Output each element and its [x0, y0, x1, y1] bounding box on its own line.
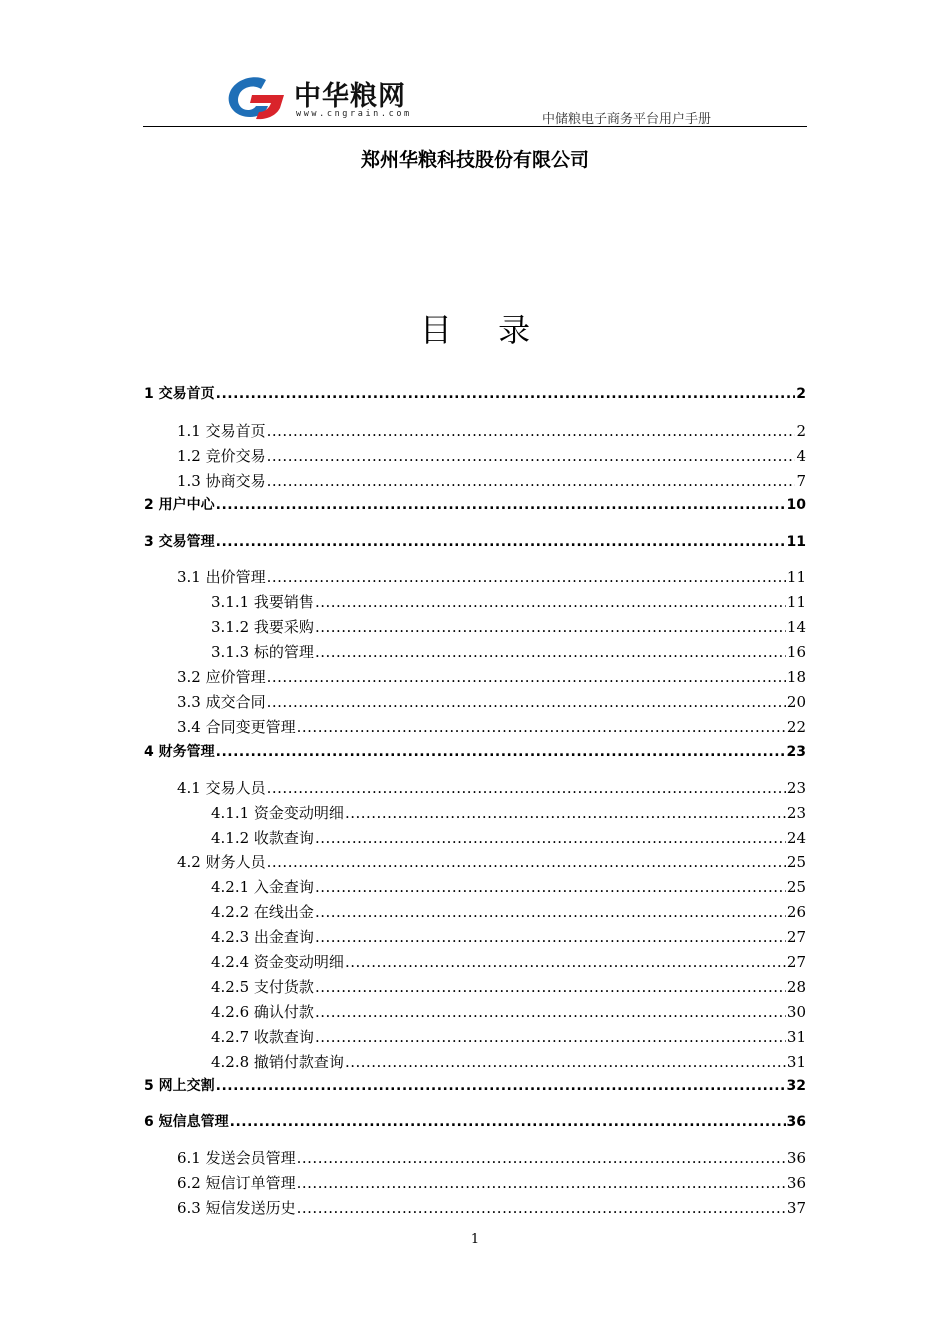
toc-entry-page: 22 — [786, 718, 806, 736]
toc-entry[interactable] — [211, 1001, 806, 1021]
toc-entry-page: 2 — [796, 386, 806, 402]
toc-dot-leader — [267, 422, 796, 440]
toc-dot-leader — [267, 568, 786, 586]
toc-dot-leader — [297, 1149, 786, 1167]
toc-entry[interactable] — [211, 1026, 806, 1046]
toc-entry[interactable] — [177, 851, 806, 871]
toc-entry-label: 1.2 竞价交易 — [177, 447, 266, 465]
toc-entry[interactable] — [177, 1197, 806, 1217]
toc-entry[interactable] — [211, 976, 806, 996]
toc-entry-page: 26 — [786, 903, 806, 921]
toc-entry[interactable] — [177, 420, 806, 440]
toc-entry-label: 1.3 协商交易 — [177, 472, 266, 490]
toc-dot-leader — [297, 718, 786, 736]
cngrain-logo — [226, 74, 436, 124]
toc-dot-leader — [315, 978, 786, 996]
toc-entry-page: 23 — [786, 804, 806, 822]
toc-entry-page: 14 — [786, 618, 806, 636]
toc-entry-label: 3.3 成交合同 — [177, 693, 266, 711]
toc-dot-leader — [315, 829, 786, 847]
toc-entry-page: 20 — [786, 693, 806, 711]
company-name: 郑州华粮科技股份有限公司 — [360, 149, 589, 171]
toc-entry-label: 3.1 出价管理 — [177, 568, 266, 586]
toc-entry-page: 24 — [786, 829, 806, 847]
toc-entry[interactable] — [177, 1147, 806, 1167]
toc-dot-leader — [315, 928, 786, 946]
toc-entry-page: 23 — [786, 779, 806, 797]
toc-entry-label: 4.2.3 出金查询 — [211, 928, 314, 946]
toc-entry[interactable] — [144, 383, 806, 403]
toc-entry-page: 23 — [786, 744, 806, 760]
toc-entry-label: 4 财务管理 — [144, 744, 215, 760]
toc-dot-leader — [297, 1199, 786, 1217]
toc-dot-leader — [267, 668, 786, 686]
toc-entry[interactable] — [211, 876, 806, 896]
toc-entry-page: 27 — [786, 928, 806, 946]
toc-dot-leader — [345, 804, 786, 822]
toc-entry-page: 31 — [786, 1028, 806, 1046]
toc-dot-leader — [267, 472, 796, 490]
toc-entry-page: 36 — [786, 1114, 806, 1130]
toc-entry-label: 4.2.2 在线出金 — [211, 903, 314, 921]
toc-dot-leader — [230, 1114, 786, 1130]
toc-entry[interactable] — [211, 1051, 806, 1071]
toc-entry-label: 3.1.3 标的管理 — [211, 643, 314, 661]
toc-entry-page: 11 — [786, 568, 806, 586]
toc-dot-leader — [345, 953, 786, 971]
toc-entry-label: 3.2 应价管理 — [177, 668, 266, 686]
toc-entry-page: 31 — [786, 1053, 806, 1071]
toc-entry-page: 36 — [786, 1149, 806, 1167]
toc-entry[interactable] — [211, 802, 806, 822]
toc-entry-label: 3 交易管理 — [144, 534, 215, 550]
toc-dot-leader — [315, 618, 786, 636]
toc-entry-page: 25 — [786, 853, 806, 871]
toc-entry[interactable] — [177, 445, 806, 465]
toc-entry-page: 4 — [796, 447, 806, 465]
toc-dot-leader — [267, 779, 786, 797]
toc-dot-leader — [216, 534, 786, 550]
toc-entry[interactable] — [144, 494, 806, 514]
toc-entry[interactable] — [211, 926, 806, 946]
toc-entry-page: 28 — [786, 978, 806, 996]
toc-entry[interactable] — [177, 566, 806, 586]
toc-dot-leader — [315, 1028, 786, 1046]
toc-entry-page: 36 — [786, 1174, 806, 1192]
toc-entry-page: 32 — [786, 1078, 806, 1094]
toc-entry[interactable] — [144, 1075, 806, 1095]
toc-entry[interactable] — [144, 1111, 806, 1131]
toc-entry-label: 6 短信息管理 — [144, 1114, 229, 1130]
cngrain-logo-icon — [226, 74, 288, 120]
toc-entry-label: 4.2.7 收款查询 — [211, 1028, 314, 1046]
toc-entry-page: 10 — [786, 497, 806, 513]
toc-entry-label: 4.2.4 资金变动明细 — [211, 953, 344, 971]
toc-entry-label: 2 用户中心 — [144, 497, 215, 513]
toc-dot-leader — [315, 1003, 786, 1021]
manual-title: 中储粮电子商务平台用户手册 — [542, 112, 712, 127]
toc-entry[interactable] — [177, 691, 806, 711]
toc-entry-label: 4.2.6 确认付款 — [211, 1003, 314, 1021]
toc-entry[interactable] — [211, 641, 806, 661]
page-number: 1 — [470, 1232, 480, 1247]
toc-entry[interactable] — [144, 741, 806, 761]
toc-dot-leader — [267, 693, 786, 711]
toc-dot-leader — [267, 853, 786, 871]
toc-entry-label: 4.2.5 支付货款 — [211, 978, 314, 996]
toc-dot-leader — [297, 1174, 786, 1192]
toc-title: 目 录 — [419, 311, 549, 349]
toc-entry-label: 4.1.1 资金变动明细 — [211, 804, 344, 822]
toc-entry-label: 4.2.8 撤销付款查询 — [211, 1053, 344, 1071]
toc-entry-page: 18 — [786, 668, 806, 686]
toc-entry[interactable] — [211, 616, 806, 636]
toc-dot-leader — [345, 1053, 786, 1071]
toc-entry-label: 3.1.1 我要销售 — [211, 593, 314, 611]
toc-entry[interactable] — [177, 777, 806, 797]
toc-entry-page: 7 — [796, 472, 806, 490]
toc-entry-label: 3.1.2 我要采购 — [211, 618, 314, 636]
header-divider — [143, 126, 807, 127]
toc-entry-label: 1.1 交易首页 — [177, 422, 266, 440]
toc-entry-label: 5 网上交割 — [144, 1078, 215, 1094]
toc-entry-page: 16 — [786, 643, 806, 661]
toc-entry[interactable] — [211, 827, 806, 847]
toc-entry-page: 27 — [786, 953, 806, 971]
toc-dot-leader — [267, 447, 796, 465]
toc-entry[interactable] — [177, 1172, 806, 1192]
toc-entry-page: 30 — [786, 1003, 806, 1021]
toc-entry-page: 25 — [786, 878, 806, 896]
toc-entry-label: 3.4 合同变更管理 — [177, 718, 296, 736]
toc-entry[interactable] — [211, 951, 806, 971]
toc-dot-leader — [315, 593, 786, 611]
toc-entry-page: 2 — [796, 422, 806, 440]
toc-dot-leader — [315, 878, 786, 896]
toc-dot-leader — [216, 386, 796, 402]
toc-entry-label: 1 交易首页 — [144, 386, 215, 402]
toc-dot-leader — [315, 903, 786, 921]
toc-entry-label: 4.2.1 入金查询 — [211, 878, 314, 896]
toc-entry[interactable] — [211, 901, 806, 921]
toc-entry-page: 11 — [786, 534, 806, 550]
toc-entry[interactable] — [144, 531, 806, 551]
toc-dot-leader — [216, 497, 786, 513]
toc-entry[interactable] — [177, 470, 806, 490]
toc-entry-page: 37 — [786, 1199, 806, 1217]
toc-entry-label: 4.2 财务人员 — [177, 853, 266, 871]
toc-entry-label: 6.3 短信发送历史 — [177, 1199, 296, 1217]
toc-dot-leader — [315, 643, 786, 661]
toc-dot-leader — [216, 744, 786, 760]
toc-dot-leader — [216, 1078, 786, 1094]
toc-entry[interactable] — [177, 666, 806, 686]
toc-entry[interactable] — [211, 591, 806, 611]
toc-entry-label: 4.1 交易人员 — [177, 779, 266, 797]
toc-entry-label: 6.2 短信订单管理 — [177, 1174, 296, 1192]
toc-entry-label: 4.1.2 收款查询 — [211, 829, 314, 847]
toc-entry-label: 6.1 发送会员管理 — [177, 1149, 296, 1167]
brand-name: 中华粮网 — [294, 81, 406, 112]
brand-url: www.cngrain.com — [296, 109, 412, 119]
toc-entry[interactable] — [177, 716, 806, 736]
toc-entry-page: 11 — [786, 593, 806, 611]
